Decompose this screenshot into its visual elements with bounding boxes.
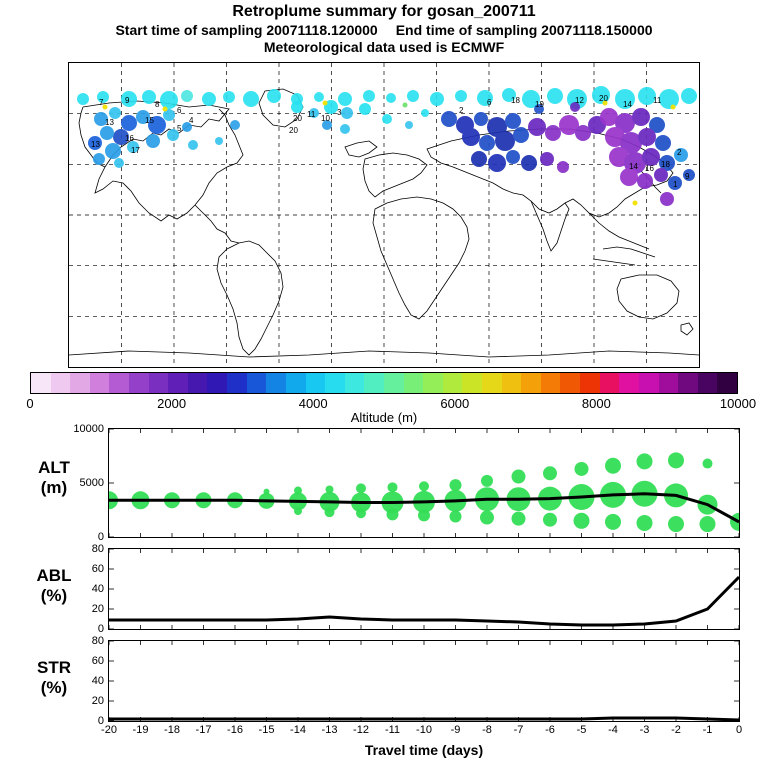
retroplume-clusters — [77, 86, 699, 206]
colorbar-segment — [345, 373, 365, 393]
str-label-line2: (%) — [40, 678, 68, 697]
colorbar-segment — [227, 373, 247, 393]
x-tick-label: -9 — [450, 724, 461, 736]
colorbar-segment — [659, 373, 679, 393]
svg-text:9: 9 — [685, 172, 690, 181]
colorbar-segment — [678, 373, 698, 393]
colorbar-tick: 0 — [26, 396, 34, 411]
x-tick-label: -10 — [416, 724, 432, 736]
svg-text:4: 4 — [189, 116, 194, 125]
title-block — [0, 2, 768, 56]
colorbar-segment — [266, 373, 286, 393]
colorbar-tick: 8000 — [581, 396, 611, 411]
y-tick-label: 20 — [91, 695, 104, 707]
x-tick-label: -11 — [384, 724, 401, 736]
svg-text:13: 13 — [91, 140, 100, 149]
colorbar-axis-label: Altitude (m) — [350, 410, 418, 425]
colorbar-segment — [580, 373, 600, 393]
svg-text:10: 10 — [321, 114, 330, 123]
x-tick-label: -15 — [258, 724, 275, 736]
svg-text:7: 7 — [99, 98, 104, 107]
svg-text:9: 9 — [125, 96, 130, 105]
alt-plot-svg — [109, 429, 739, 537]
svg-text:1: 1 — [673, 180, 678, 189]
colorbar-segment — [188, 373, 208, 393]
colorbar-segment — [247, 373, 267, 393]
svg-text:17: 17 — [131, 146, 140, 155]
y-tick-label: 40 — [91, 675, 104, 687]
scatter-points — [109, 452, 739, 532]
colorbar-segment — [306, 373, 326, 393]
colorbar-segment — [639, 373, 659, 393]
svg-text:8: 8 — [155, 100, 160, 109]
series-line — [109, 577, 739, 625]
world-map-panel — [68, 62, 700, 368]
abl-label-line1: ABL — [36, 566, 72, 585]
x-tick-label: -7 — [513, 724, 524, 736]
svg-text:15: 15 — [145, 116, 154, 125]
colorbar-segment — [404, 373, 424, 393]
colorbar-segment — [619, 373, 639, 393]
colorbar-segment — [443, 373, 463, 393]
alt-label-line2: (m) — [40, 478, 68, 497]
colorbar-tick: 6000 — [440, 396, 470, 411]
svg-text:2: 2 — [677, 148, 682, 157]
abl-label-line2: (%) — [40, 586, 68, 605]
y-tick-label: 80 — [91, 543, 104, 555]
colorbar-segment — [600, 373, 620, 393]
svg-text:5: 5 — [177, 124, 182, 133]
svg-text:20: 20 — [599, 94, 608, 103]
colorbar-segment — [129, 373, 149, 393]
colorbar-segment — [384, 373, 404, 393]
svg-text:18: 18 — [511, 96, 520, 105]
colorbar-tick: 2000 — [157, 396, 187, 411]
colorbar-segment — [70, 373, 90, 393]
x-tick-label: -14 — [290, 724, 306, 736]
y-tick-label: 0 — [97, 623, 104, 635]
colorbar-segment — [482, 373, 502, 393]
colorbar-segment — [560, 373, 580, 393]
x-tick-label: -5 — [576, 724, 587, 736]
svg-text:12: 12 — [575, 96, 584, 105]
colorbar-segment — [325, 373, 345, 393]
svg-text:2: 2 — [459, 106, 464, 115]
colorbar-segment — [521, 373, 541, 393]
sampling-times — [0, 22, 768, 39]
colorbar-tick: 10000 — [719, 396, 757, 411]
colorbar-segment — [717, 373, 737, 393]
colorbar-segment — [90, 373, 110, 393]
x-tick-label: -16 — [227, 724, 243, 736]
colorbar-segment — [109, 373, 129, 393]
y-tick-label: 80 — [91, 635, 104, 647]
end-time-label: End time of sampling 20071118.150000 — [395, 22, 653, 38]
colorbar-segment — [462, 373, 482, 393]
x-tick-label: -17 — [195, 724, 212, 736]
x-tick-label: -19 — [132, 724, 149, 736]
str-plot-panel — [108, 640, 740, 722]
svg-text:11: 11 — [307, 110, 316, 119]
x-tick-label: -18 — [164, 724, 180, 736]
x-tick-label: -13 — [321, 724, 338, 736]
x-tick-label: 0 — [735, 724, 743, 736]
colorbar-segment — [286, 373, 306, 393]
alt-label-line1: ALT — [38, 458, 70, 477]
colorbar-segment — [364, 373, 384, 393]
x-tick-label: -2 — [671, 724, 681, 736]
svg-text:13: 13 — [105, 118, 114, 127]
colorbar-segment — [541, 373, 561, 393]
y-tick-label: 20 — [91, 603, 104, 615]
svg-text:20: 20 — [289, 126, 298, 135]
svg-text:14: 14 — [629, 162, 638, 171]
str-label-line1: STR — [37, 658, 71, 677]
x-tick-label: -8 — [482, 724, 492, 736]
y-tick-label: 0 — [97, 531, 104, 543]
y-tick-label: 40 — [91, 583, 104, 595]
y-tick-label: 0 — [97, 715, 104, 727]
x-tick-label: -4 — [608, 724, 618, 736]
colorbar-segment — [207, 373, 227, 393]
svg-text:16: 16 — [645, 164, 654, 173]
x-tick-label: -1 — [702, 724, 713, 736]
page-title: Retroplume summary for gosan_200711 — [232, 3, 536, 20]
colorbar-segment — [423, 373, 443, 393]
svg-text:3: 3 — [337, 108, 342, 117]
svg-text:20: 20 — [293, 114, 302, 123]
x-tick-label: -6 — [545, 724, 555, 736]
x-tick-label: -12 — [353, 724, 369, 736]
colorbar-segment — [502, 373, 522, 393]
altitude-colorbar — [30, 372, 738, 394]
colorbar-segment — [149, 373, 169, 393]
svg-text:16: 16 — [125, 134, 134, 143]
x-tick-label: -20 — [101, 724, 117, 736]
abl-plot-svg — [109, 549, 739, 629]
y-tick-label: 60 — [91, 655, 104, 667]
map-svg — [69, 63, 699, 367]
str-plot-svg — [109, 641, 739, 721]
svg-text:11: 11 — [653, 96, 662, 105]
x-axis-title: Travel time (days) — [364, 742, 484, 758]
svg-text:14: 14 — [623, 100, 632, 109]
x-tick-label: -3 — [639, 724, 650, 736]
svg-text:6: 6 — [177, 106, 182, 115]
y-tick-label: 10000 — [73, 423, 104, 435]
colorbar-segment — [31, 373, 51, 393]
alt-plot-panel — [108, 428, 740, 538]
met-data-label: Meteorological data used is ECMWF — [263, 39, 505, 55]
abl-plot-panel — [108, 548, 740, 630]
svg-text:19: 19 — [535, 100, 544, 109]
y-tick-label: 5000 — [79, 477, 104, 489]
colorbar-tick: 4000 — [298, 396, 328, 411]
cluster-number-labels — [91, 94, 690, 189]
colorbar-segment — [698, 373, 718, 393]
colorbar-segment — [168, 373, 188, 393]
svg-text:6: 6 — [487, 98, 492, 107]
y-tick-label: 60 — [91, 563, 104, 575]
colorbar-segment — [51, 373, 71, 393]
start-time-label: Start time of sampling 20071118.120000 — [115, 22, 378, 38]
svg-text:18: 18 — [661, 160, 670, 169]
